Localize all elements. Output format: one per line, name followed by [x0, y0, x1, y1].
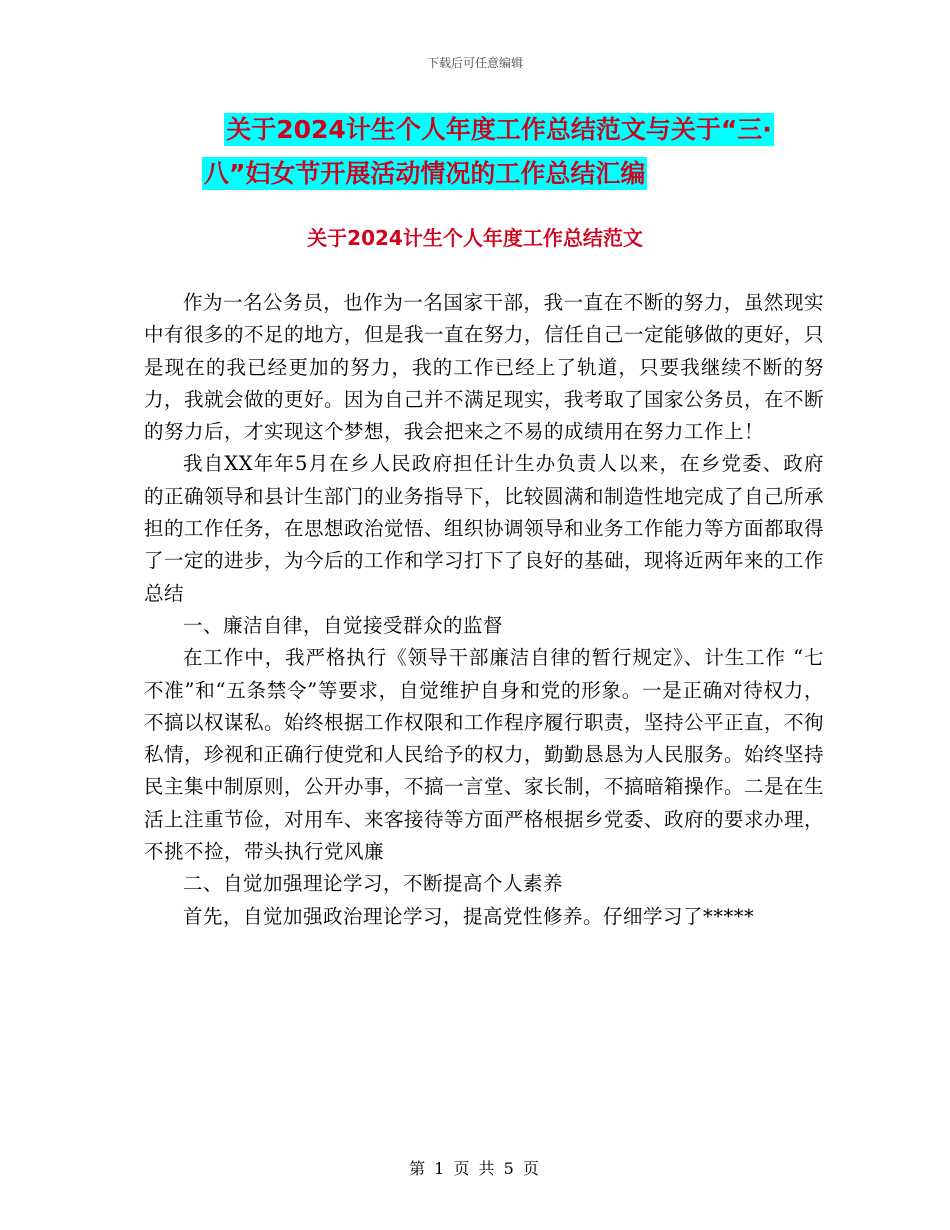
paragraph-4: 首先，自觉加强政治理论学习，提高党性修养。仔细学习了***** [183, 904, 755, 928]
title-highlight-1: 关于2024计生个人年度工作总结范文与关于“三· [226, 115, 772, 144]
section-heading-2: 二、自觉加强理论学习，不断提高个人素养 [183, 872, 564, 896]
section-title: 关于2024计生个人年度工作总结范文 [307, 226, 643, 250]
document-title [0, 108, 950, 196]
document-title-line-2 [0, 152, 950, 196]
header-note: 下载后可任意编辑 [426, 56, 523, 70]
body-text [144, 287, 824, 933]
paragraph-3: 在工作中，我严格执行《领导干部廉洁自律的暂行规定》、计生工作 “七不准”和“五条禁令”等要求，自觉维护自身和党的形象。一是正确对待权力，不搞以权谋私。始终根据工作权限和工作程序履行职责，坚持公平正直，不徇私情，珍视和正确行使党和人民给予的权力，勤勤恳恳为人民服务。始终坚持民主集中制原则，公开办事，不搞一言堂、家长制，不搞暗箱操作。二是在生活上注重节俭，对用车、来客接待等方面严格根据乡党委、政府的要求办理，不挑不捡，带头执行党风廉 [144, 646, 825, 864]
paragraph-1: 作为一名公务员，也作为一名国家干部，我一直在不断的努力，虽然现实中有很多的不足的地方，但是我一直在努力，信任自己一定能够做的更好，只是现在的我已经更加的努力，我的工作已经上了轨道，只要我继续不断的努力，我就会做的更好。因为自己并不满足现实，我考取了国家公务员，在不断的努力后，才实现这个梦想，我会把来之不易的成绩用在努力工作上！ [144, 291, 825, 444]
title-highlight-2: 八”妇女节开展活动情况的工作总结汇编 [204, 159, 646, 188]
paragraph-2: 我自XX年年5月在乡人民政府担任计生办负责人以来，在乡党委、政府的正确领导和县计生部门的业务指导下，比较圆满和制造性地完成了自己所承担的工作任务，在思想政治觉悟、组织协调领导和业务工作能力等方面都取得了一定的进步，为今后的工作和学习打下了良好的基础，现将近两年来的工作总结 [144, 452, 825, 605]
section-heading-1: 一、廉洁自律，自觉接受群众的监督 [183, 613, 504, 637]
document-title-line-1 [0, 108, 950, 152]
page-footer: 第 1 页 共 5 页 [409, 1159, 541, 1178]
